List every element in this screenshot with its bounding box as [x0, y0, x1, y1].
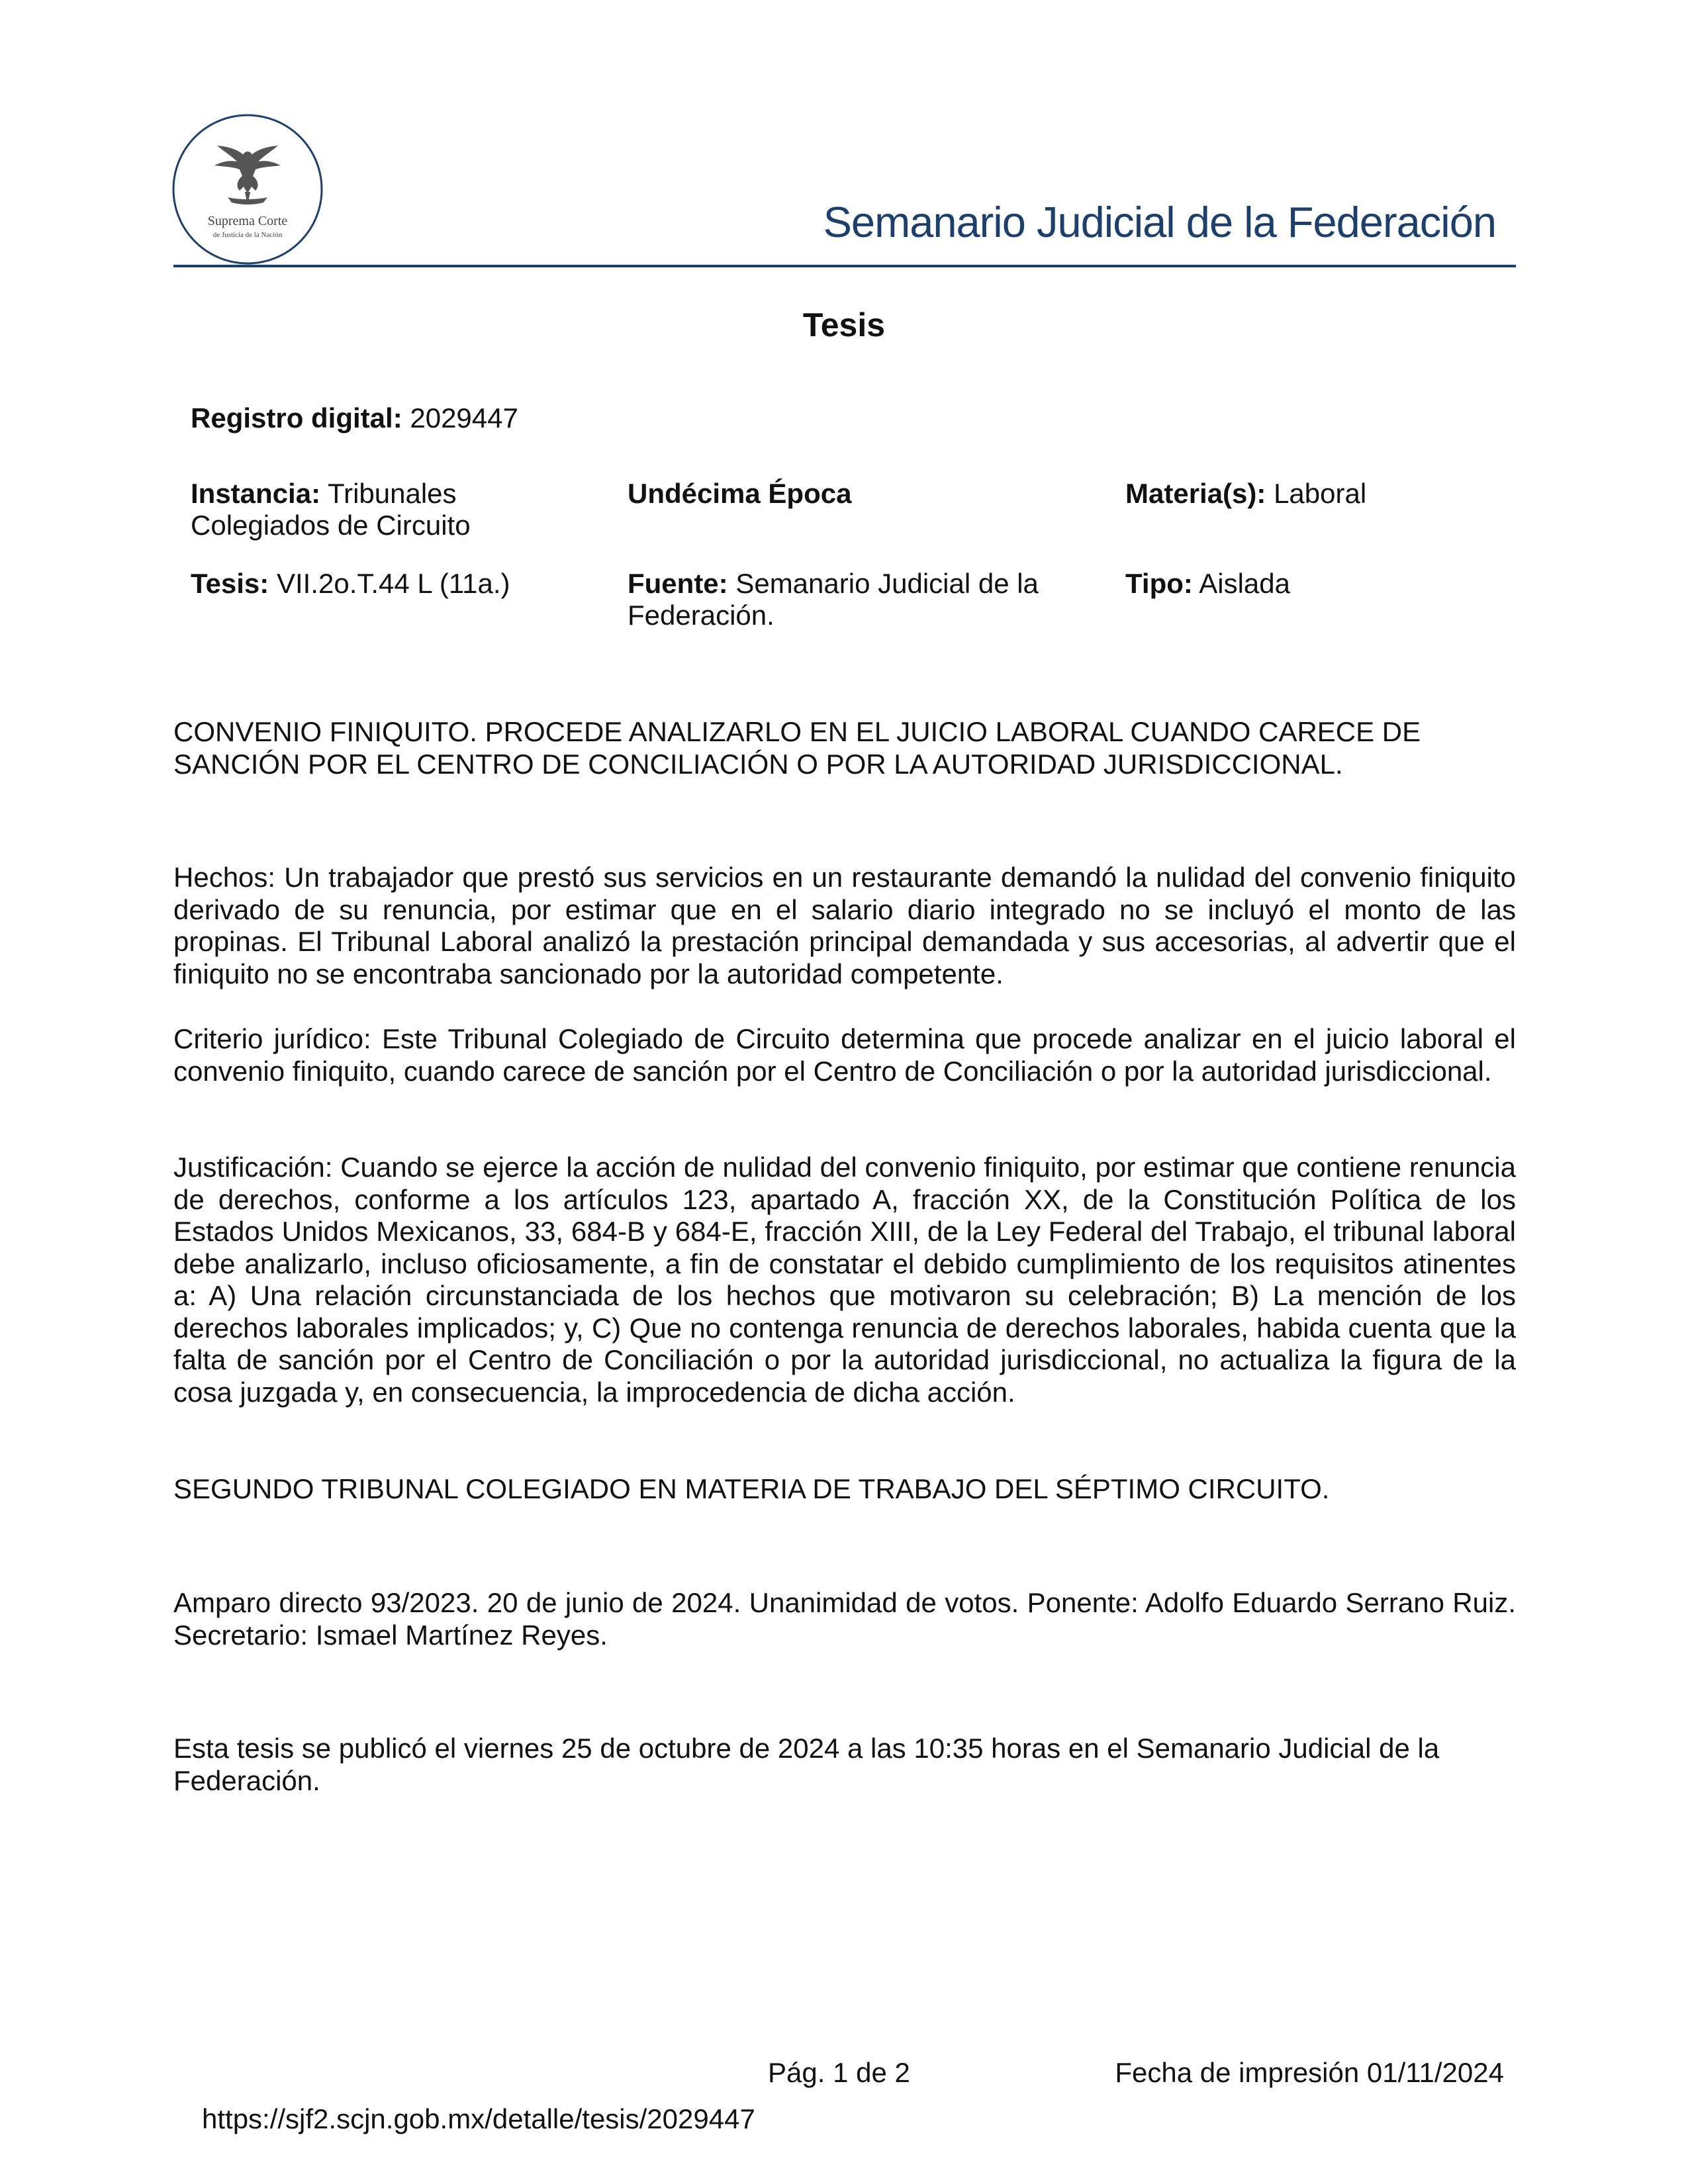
tipo-field: [1125, 568, 1290, 600]
publicacion-paragraph: Esta tesis se publicó el viernes 25 de octubre de 2024 a las 10:35 horas en el Semanario Judicial de la Federación.: [173, 1733, 1440, 1796]
tribunal-name: SEGUNDO TRIBUNAL COLEGIADO EN MATERIA DE TRABAJO DEL SÉPTIMO CIRCUITO.: [173, 1473, 1330, 1504]
document-type-title: Tesis: [802, 306, 886, 343]
instancia-label: Instancia:: [191, 478, 321, 509]
tipo-label: Tipo:: [1125, 568, 1193, 599]
print-date: Fecha de impresión 01/11/2024: [1115, 2057, 1504, 2088]
amparo-paragraph: Amparo directo 93/2023. 20 de junio de 2024. Unanimidad de votos. Ponente: Adolfo Eduardo Serrano Ruiz. Secretario: Ismael Martínez Reyes.: [173, 1587, 1516, 1651]
rubro-heading: CONVENIO FINIQUITO. PROCEDE ANALIZARLO EN EL JUICIO LABORAL CUANDO CARECE DE SANCIÓN POR EL CENTRO DE CONCILIACIÓN O POR LA AUTORIDAD JURISDICCIONAL.: [173, 716, 1421, 780]
logo-line1: Suprema Corte: [207, 214, 288, 228]
page-number: Pág. 1 de 2: [768, 2057, 910, 2088]
instancia-value: Tribunales Colegiados de Circuito: [191, 478, 471, 541]
logo-line2: de Justicia de la Nación: [212, 231, 283, 239]
hechos-paragraph: Hechos: Un trabajador que prestó sus servicios en un restaurante demandó la nulidad del convenio finiquito derivado de su renuncia, por estimar que en el salario diario integrado no se incluyó el monto de las propinas. El Tribunal Laboral analizó la prestación principal demandada y sus accesorias, al advertir que el finiquito no se encontraba sancionado por la autoridad competente.: [173, 862, 1516, 989]
tesis-label: Tesis:: [191, 568, 269, 599]
tesis-value: VII.2o.T.44 L (11a.): [276, 568, 510, 599]
instancia-field: [191, 478, 535, 541]
materia-field: [1125, 478, 1366, 510]
header-title: Semanario Judicial de la Federación: [823, 198, 1496, 246]
epoca-value: Undécima Época: [628, 478, 852, 509]
fuente-label: Fuente:: [628, 568, 728, 599]
epoca-field: [628, 478, 851, 510]
tesis-field: [191, 568, 510, 600]
scjn-seal-logo: [171, 113, 324, 266]
document-url: https://sjf2.scjn.gob.mx/detalle/tesis/2029447: [202, 2103, 755, 2134]
registro-label: Registro digital:: [191, 402, 402, 433]
fuente-value: Semanario Judicial de la Federación.: [628, 568, 1039, 631]
criterio-paragraph: Criterio jurídico: Este Tribunal Colegiado de Circuito determina que procede analizar en el juicio laboral el convenio finiquito, cuando carece de sanción por el Centro de Conciliación o por la autoridad jurisdiccional.: [173, 1023, 1516, 1087]
registro-field: [191, 402, 518, 434]
fuente-field: [628, 568, 1084, 631]
justificacion-paragraph: Justificación: Cuando se ejerce la acción de nulidad del convenio finiquito, por estimar que contiene renuncia de derechos, conforme a los artículos 123, apartado A, fracción XX, de la Constitución Política de los Estados Unidos Mexicanos, 33, 684-B y 684-E, fracción XIII, de la Ley Federal del Trabajo, el tribunal laboral debe analizarlo, incluso oficiosamente, a fin de constatar el debido cumplimiento de los requisitos atinentes a: A) Una relación circunstanciada de los hechos que motivaron su celebración; B) La mención de los derechos laborales implicados; y, C) Que no contenga renuncia de derechos laborales, habida cuenta que la falta de sanción por el Centro de Conciliación o por la autoridad jurisdiccional, no actualiza la figura de la cosa juzgada y, en consecuencia, la improcedencia de dicha acción.: [173, 1152, 1516, 1408]
materia-label: Materia(s):: [1125, 478, 1266, 509]
tipo-value: Aislada: [1199, 568, 1290, 599]
header-divider: [173, 265, 1516, 267]
registro-value: 2029447: [410, 402, 518, 433]
materia-value: Laboral: [1274, 478, 1367, 509]
